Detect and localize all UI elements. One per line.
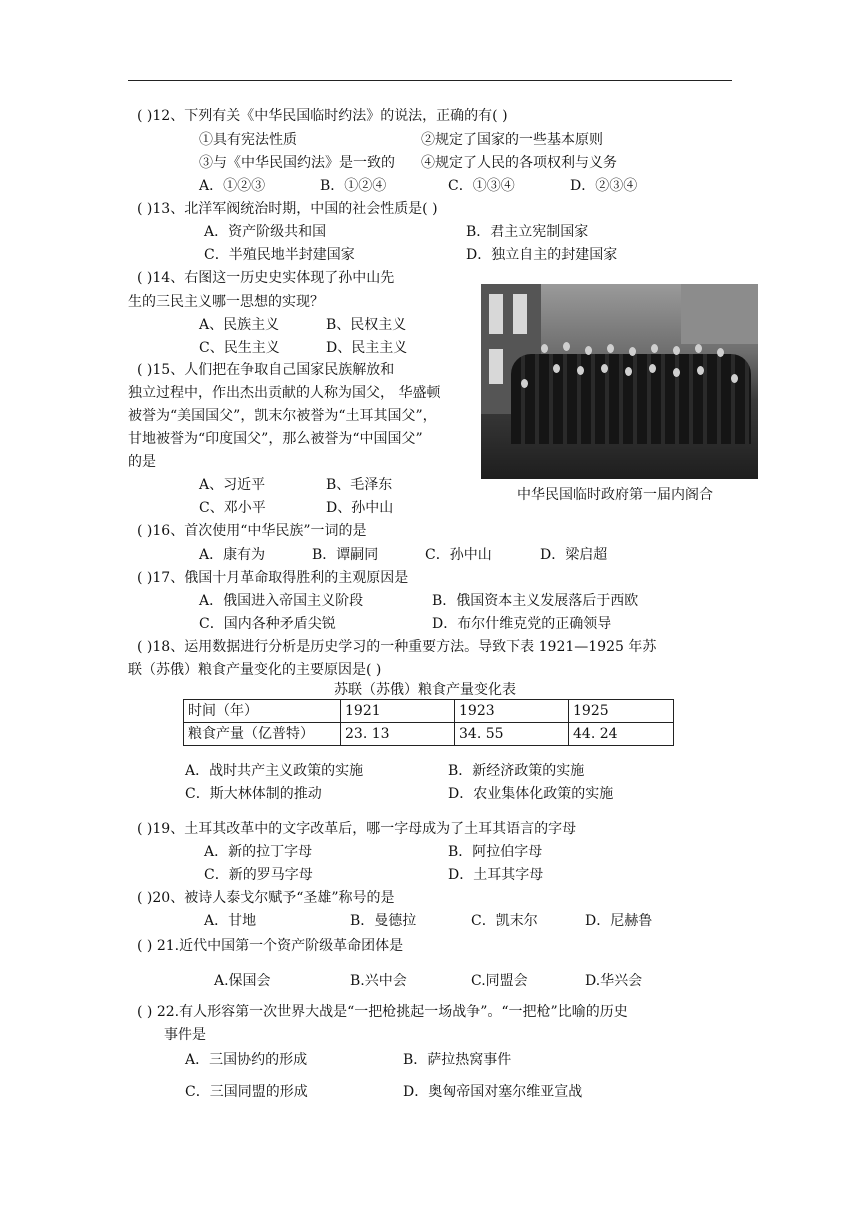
table-row	[184, 723, 674, 746]
q14-option-d: D、民主主义	[326, 340, 408, 356]
q14-stem-line2: 生的三民主义哪一思想的实现？	[128, 294, 324, 310]
q19-option-a: A．新的拉丁字母	[204, 844, 313, 860]
q12-option-d: D．②③④	[570, 178, 638, 194]
q14-option-c: C、民生主义	[199, 340, 280, 356]
q15-option-d: D、孙中山	[326, 500, 394, 516]
q22-stem-line1: ( ) 22.有人形容第一次世界大战是“一把枪挑起一场战争”。“一把枪”比喻的历史	[137, 1004, 628, 1020]
q20-option-c: C．凯末尔	[471, 913, 538, 929]
table-cell: 时间（年）	[184, 700, 341, 723]
q12-stem: ( )12、下列有关《中华民国临时约法》的说法，正确的有( )	[137, 108, 508, 124]
table-header-row	[184, 700, 674, 723]
q18-stem-line2: 联（苏俄）粮食产量变化的主要原因是( )	[128, 662, 382, 678]
q12-statement-3: ③与《中华民国约法》是一致的	[199, 155, 395, 171]
q16-stem: ( )16、首次使用“中华民族”一词的是	[137, 523, 367, 539]
q16-option-b: B．谭嗣同	[312, 547, 379, 563]
q15-stem-line2: 独立过程中，作出杰出贡献的人称为国父， 华盛顿	[128, 385, 441, 401]
q18-stem-line1: ( )18、运用数据进行分析是历史学习的一种重要方法。导致下表 1921—1925 年苏	[137, 639, 657, 655]
cabinet-group-photo	[481, 284, 758, 479]
grain-output-table	[183, 699, 674, 746]
q17-option-b: B．俄国资本主义发展落后于西欧	[432, 593, 639, 609]
q20-option-a: A．甘地	[204, 913, 257, 929]
q14-option-a: A、民族主义	[199, 317, 280, 333]
table-cell: 23. 13	[341, 723, 455, 746]
q21-option-d: D.华兴会	[585, 973, 643, 989]
table-cell: 34. 55	[455, 723, 569, 746]
q17-option-c: C．国内各种矛盾尖锐	[199, 616, 336, 632]
q12-option-a: A．①②③	[199, 178, 266, 194]
q18-option-a: A．战时共产主义政策的实施	[185, 763, 364, 779]
q15-option-a: A、习近平	[199, 477, 266, 493]
q13-option-c: C．半殖民地半封建国家	[204, 247, 355, 263]
q22-option-b: B．萨拉热窝事件	[403, 1052, 512, 1068]
q12-option-c: C．①③④	[448, 178, 515, 194]
q14-stem-line1: ( )14、右图这一历史史实体现了孙中山先	[137, 270, 395, 286]
q16-option-c: C．孙中山	[425, 547, 492, 563]
q15-stem-line1: ( )15、人们把在争取自己国家民族解放和	[137, 362, 395, 378]
table-cell: 粮食产量（亿普特）	[184, 723, 341, 746]
q20-stem: ( )20、被诗人泰戈尔赋予“圣雄”称号的是	[137, 890, 395, 906]
table-cell: 1925	[569, 700, 674, 723]
q17-option-a: A．俄国进入帝国主义阶段	[199, 593, 364, 609]
q13-stem: ( )13、北洋军阀统治时期，中国的社会性质是( )	[137, 201, 438, 217]
q19-option-d: D．土耳其字母	[448, 867, 544, 883]
q22-option-a: A．三国协约的形成	[185, 1052, 308, 1068]
q18-option-c: C．斯大林体制的推动	[185, 786, 322, 802]
q12-statement-2: ②规定了国家的一些基本原则	[421, 132, 603, 148]
header-rule	[128, 80, 732, 81]
q21-option-a: A.保国会	[214, 973, 271, 989]
q15-stem-line4: 甘地被誉为“印度国父”，那么被誉为“中国国父”	[128, 431, 423, 447]
q18-option-b: B．新经济政策的实施	[448, 763, 585, 779]
q16-option-a: A．康有为	[199, 547, 266, 563]
q17-stem: ( )17、俄国十月革命取得胜利的主观原因是	[137, 570, 409, 586]
q13-option-a: A．资产阶级共和国	[204, 224, 327, 240]
q16-option-d: D．梁启超	[540, 547, 608, 563]
q19-option-b: B．阿拉伯字母	[448, 844, 543, 860]
q14-option-b: B、民权主义	[326, 317, 407, 333]
table-cell: 1921	[341, 700, 455, 723]
q15-option-b: B、毛泽东	[326, 477, 393, 493]
q13-option-b: B．君主立宪制国家	[466, 224, 589, 240]
q20-option-d: D．尼赫鲁	[585, 913, 653, 929]
q12-statement-4: ④规定了人民的各项权利与义务	[421, 155, 617, 171]
q15-stem-line3: 被誉为“美国国父”，凯末尔被誉为“土耳其国父”，	[128, 408, 437, 424]
table-cell: 44. 24	[569, 723, 674, 746]
q13-option-d: D．独立自主的封建国家	[466, 247, 618, 263]
q15-stem-line5: 的是	[128, 454, 156, 470]
photo-caption: 中华民国临时政府第一届内阁合	[517, 486, 713, 502]
q12-option-b: B．①②④	[320, 178, 387, 194]
q18-table-title: 苏联（苏俄）粮食产量变化表	[334, 682, 516, 698]
q18-option-d: D．农业集体化政策的实施	[448, 786, 614, 802]
q20-option-b: B．曼德拉	[350, 913, 417, 929]
q22-option-c: C．三国同盟的形成	[185, 1084, 308, 1100]
q15-option-c: C、邓小平	[199, 500, 266, 516]
q22-option-d: D．奥匈帝国对塞尔维亚宣战	[403, 1084, 583, 1100]
q19-option-c: C．新的罗马字母	[204, 867, 313, 883]
q19-stem: ( )19、土耳其改革中的文字改革后，哪一字母成为了土耳其语言的字母	[137, 821, 577, 837]
q21-option-b: B.兴中会	[350, 973, 407, 989]
q22-stem-line2: 事件是	[164, 1027, 206, 1043]
q17-option-d: D．布尔什维克党的正确领导	[432, 616, 612, 632]
table-cell: 1923	[455, 700, 569, 723]
q21-option-c: C.同盟会	[471, 973, 528, 989]
q12-statement-1: ①具有宪法性质	[199, 132, 297, 148]
q21-stem: ( ) 21.近代中国第一个资产阶级革命团体是	[137, 938, 404, 954]
